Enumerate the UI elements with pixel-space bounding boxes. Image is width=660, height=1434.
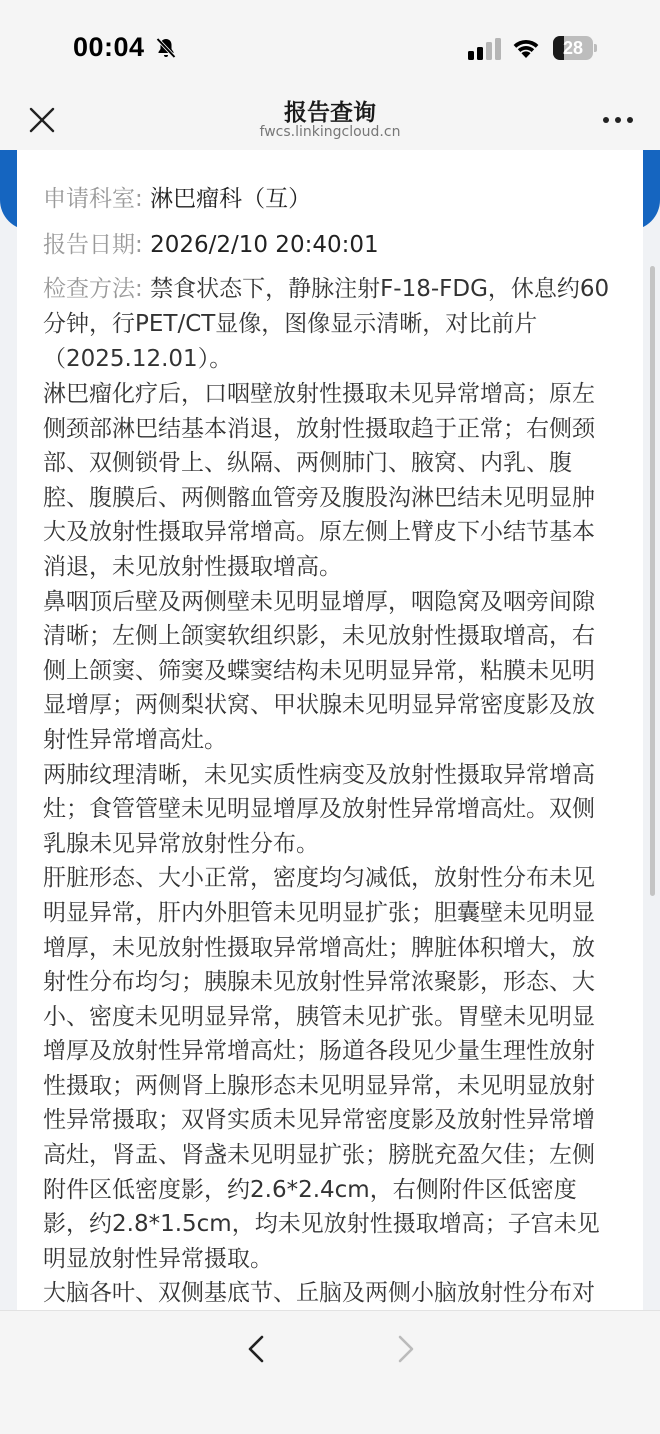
more-icon bbox=[602, 116, 634, 124]
report-card[interactable] bbox=[17, 150, 643, 1310]
forward-button[interactable] bbox=[386, 1329, 426, 1369]
finding-paragraph: 大脑各叶、双侧基底节、丘脑及两侧小脑放射性分布对 bbox=[43, 1280, 595, 1307]
report-date-label: 报告日期: bbox=[43, 232, 143, 258]
scrollbar[interactable] bbox=[650, 266, 655, 896]
wifi-icon bbox=[510, 36, 542, 60]
battery-icon bbox=[553, 36, 597, 60]
finding-paragraph: 鼻咽顶后壁及两侧壁未见明显增厚，咽隐窝及咽旁间隙清晰；左侧上颌窦软组织影，未见放射性摄取增高，右侧上颌窦、筛窦及蝶窦结构未见明显异常，粘膜未见明显增厚；两侧梨状窝、甲状腺未见明显异常密度影及放射性异常增高灶。 bbox=[43, 588, 595, 753]
back-arrow-icon bbox=[247, 1334, 265, 1364]
signal-icon bbox=[467, 37, 503, 61]
finding-paragraph: 淋巴瘤化疗后，口咽壁放射性摄取未见异常增高；原左侧颈部淋巴结基本消退，放射性摄取趋于正常；右侧颈部、双侧锁骨上、纵隔、两侧肺门、腋窝、内乳、腹腔、腹膜后、两侧髂血管旁及腹股沟淋巴结未见明显肿大及放射性摄取异常增高。原左侧上臂皮下小结节基本消退，未见放射性摄取增高。 bbox=[43, 381, 595, 580]
page-url: fwcs.linkingcloud.cn bbox=[259, 124, 401, 140]
exam-method-value: 禁食状态下，静脉注射F-18-FDG，休息约60分钟，行PET/CT显像，图像显示清晰，对比前片（2025.12.01）。 bbox=[43, 276, 610, 372]
status-time: 00:04 bbox=[73, 32, 145, 62]
finding-paragraph: 两肺纹理清晰，未见实质性病变及放射性摄取异常增高灶；食管管壁未见明显增厚及放射性异常增高灶。双侧乳腺未见异常放射性分布。 bbox=[43, 761, 595, 857]
report-date-value: 2026/2/10 20:40:01 bbox=[150, 232, 379, 258]
more-button[interactable] bbox=[598, 106, 638, 134]
exam-method bbox=[43, 272, 617, 377]
page-title: 报告查询 bbox=[284, 100, 376, 126]
status-bar bbox=[0, 0, 660, 96]
bottom-toolbar bbox=[0, 1310, 660, 1434]
department-label: 申请科室: bbox=[43, 186, 143, 212]
exam-method-label: 检查方法: bbox=[43, 276, 143, 302]
battery-level: 28 bbox=[562, 38, 584, 58]
back-button[interactable] bbox=[236, 1329, 276, 1369]
navigation-bar bbox=[0, 90, 660, 152]
forward-arrow-icon bbox=[397, 1334, 415, 1364]
finding-paragraph: 肝脏形态、大小正常，密度均匀减低，放射性分布未见明显异常，肝内外胆管未见明显扩张；胆囊壁未见明显增厚，未见放射性摄取异常增高灶；脾脏体积增大，放射性分布均匀；胰腺未见放射性异常浓聚影，形态、大小、密度未见明显异常，胰管未见扩张。胃壁未见明显增厚及放射性异常增高灶；肠道各段见少量生理性放射性摄取；两侧肾上腺形态未见明显异常，未见明显放射性异常摄取；双肾实质未见异常密度影及放射性异常增高灶，肾盂、肾盏未见明显扩张；膀胱充盈欠佳；左侧附件区低密度影，约2.6*2.4cm，右侧附件区低密度影，约2.8*1.5cm，均未见放射性摄取增高；子宫未见明显放射性异常摄取。 bbox=[43, 865, 600, 1272]
report-date-row bbox=[43, 222, 617, 268]
department-value: 淋巴瘤科（互） bbox=[150, 186, 312, 212]
bell-slash-icon bbox=[154, 36, 178, 60]
department-row bbox=[43, 176, 617, 222]
